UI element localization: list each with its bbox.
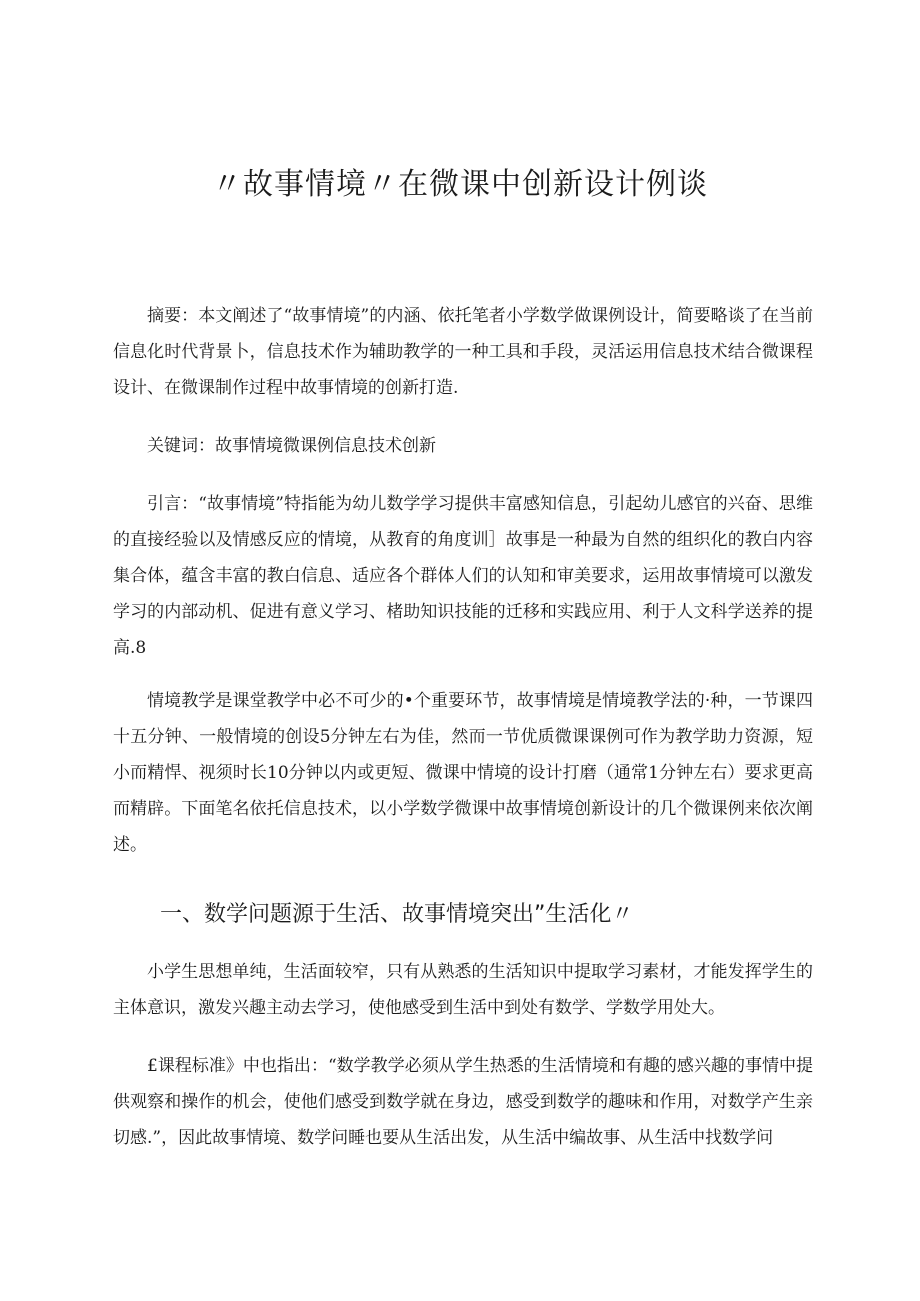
body-paragraph-1: 情境教学是课堂教学中必不可少的•个重要环节，故事情境是情境教学法的·种，一节课四十五分钟、一般情境的创设5分钟左右为佳，然而一节优质微课课例可作为教学助力资源，短小而精悍、视须时长10分钟以内或更短、微课中情境的设计打磨（通常1分钟左右）要求更高而精辟。下面笔名依托信息技术，以小学数学微课中故事情境创新设计的几个微课例来依次阐述。 bbox=[113, 691, 813, 855]
document-title: 〃故事情境〃在微课中创新设计例谈 bbox=[212, 167, 708, 202]
intro-paragraph: 引言：“故事情境”特指能为幼儿数学学习提供丰富感知信息，引起幼儿感官的兴奋、思维的直接经验以及情感反应的情境，从教育的角度训］故事是一种最为自然的组织化的教白内容集合体，蕴含丰富的教白信息、适应各个群体人们的认知和审美要求，运用故事情境可以激发学习的内部动机、促进有意义学习、楮助知识技能的迁移和实践应用、利于人文科学送养的提高.8 bbox=[113, 494, 813, 658]
keywords-line: 关键词：故事情境微课例信息技术创新 bbox=[147, 436, 436, 456]
body-paragraph-3: £课程标准》中也指出：“数学教学必须从学生热悉的生活情境和有趣的感兴趣的事情中提供观察和操作的机会，使他们感受到数学就在身边，感受到数学的趣味和作用，对数学产生亲切感.”，因此故事情境、数学问睡也要从生活出发，从生活中编故事、从生活中找数学问 bbox=[113, 1056, 813, 1148]
section-heading: 一、数学问题源于生活、故事情境突出”生活化〃 bbox=[160, 902, 634, 927]
abstract-paragraph: 摘要：本文阐述了“故事情境”的内涵、依托笔者小学数学做课例设计，简要略谈了在当前信息化时代背景卜，信息技术作为辅助教学的一种工具和手段，灵活运用信息技术结合微课程设计、在微课制作过程中故事情境的创新打造. bbox=[113, 306, 813, 398]
body-paragraph-2: 小学生思想单纯，生活面较窄，只有从熟悉的生活知识中提取学习素材，才能发挥学生的主体意识，激发兴趣主动去学习，使他感受到生活中到处有数学、学数学用处大。 bbox=[113, 962, 813, 1018]
